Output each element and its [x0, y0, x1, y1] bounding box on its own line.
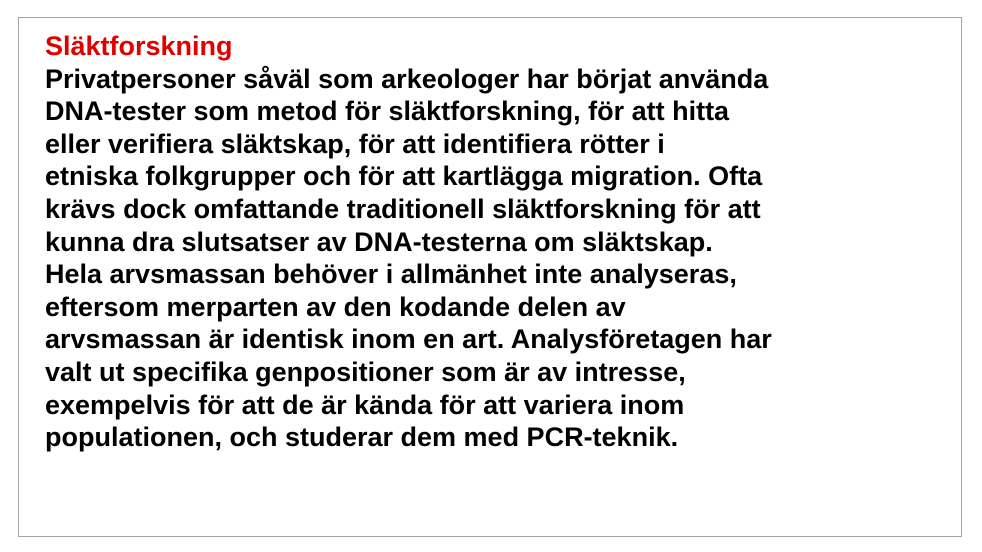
- slide: [18, 17, 962, 537]
- body-line: arvsmassan är identisk inom en art. Analysföretagen har: [45, 324, 772, 355]
- body-line: krävs dock omfattande traditionell släktforskning för att: [45, 193, 761, 224]
- slide-content: [45, 30, 957, 454]
- body-line: eftersom merparten av den kodande delen av: [45, 291, 626, 322]
- body-line: eller verifiera släktskap, för att identifiera rötter i: [45, 128, 665, 159]
- body-line: Privatpersoner såväl som arkeologer har börjat använda: [45, 63, 769, 94]
- body-line: populationen, och studerar dem med PCR-teknik.: [45, 422, 679, 453]
- body-line: valt ut specifika genpositioner som är av intresse,: [45, 356, 686, 387]
- body-text: [45, 63, 957, 454]
- body-line: exempelvis för att de är kända för att variera inom: [45, 389, 685, 420]
- body-line: Hela arvsmassan behöver i allmänhet inte analyseras,: [45, 259, 737, 290]
- body-line: etniska folkgrupper och för att kartlägga migration. Ofta: [45, 161, 763, 192]
- body-line: DNA-tester som metod för släktforskning, för att hitta: [45, 96, 730, 127]
- slide-heading: Släktforskning: [45, 31, 233, 61]
- body-line: kunna dra slutsatser av DNA-testerna om släktskap.: [45, 226, 713, 257]
